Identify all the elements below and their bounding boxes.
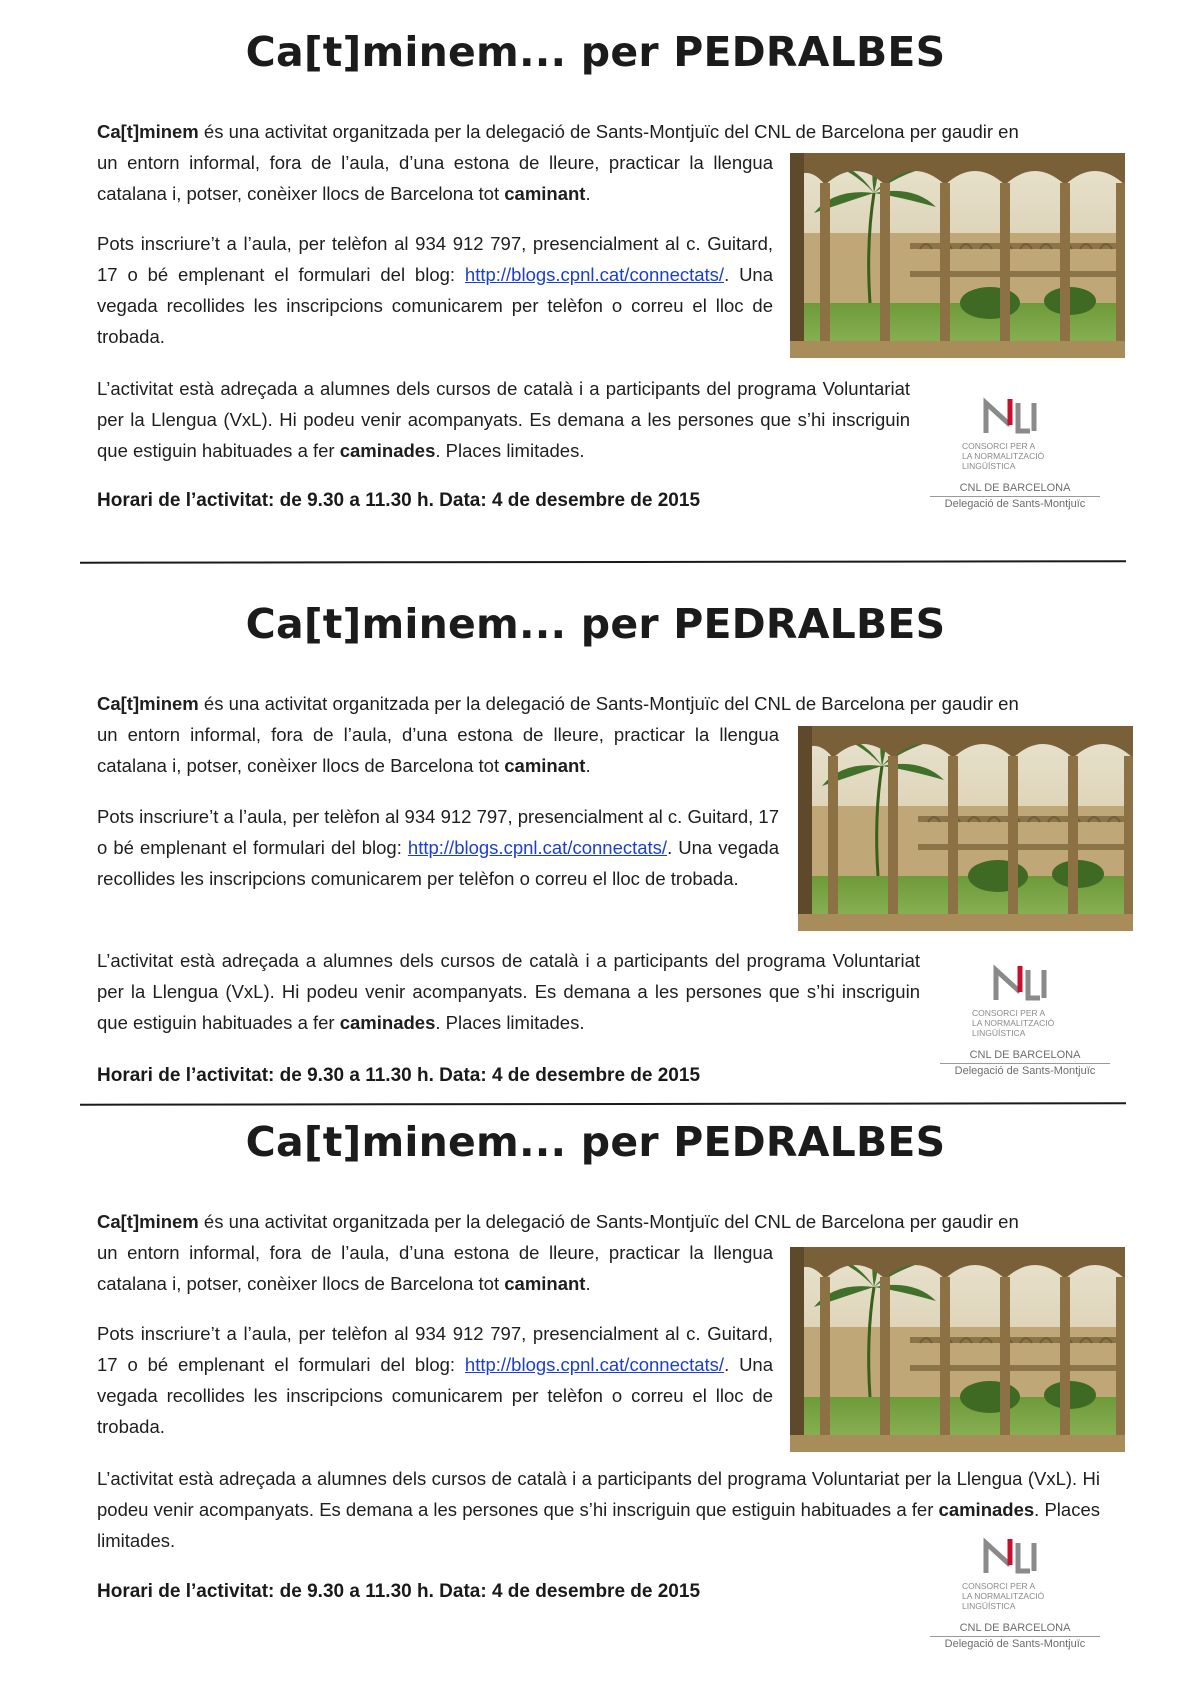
audience-text: L’activitat està adreçada a alumnes dels cursos de català i a participants del programa Voluntariat per la Llengua (VxL). Hi podeu venir acompanyats. Es demana a les persones que s’hi inscriguin que estiguin habituades a fer: [97, 1468, 1100, 1520]
flyer-title: Ca[t]minem... per PEDRALBES: [245, 28, 946, 76]
audience-text: L’activitat està adreçada a alumnes dels cursos de català i a participants del programa Voluntariat per la Llengua (VxL). Hi podeu venir acompanyats. Es demana a les persones que s’hi inscriguin que estiguin habituades a fer: [97, 378, 910, 461]
schedule-line: Horari de l’activitat: de 9.30 a 11.30 h. Data: 4 de desembre de 2015: [97, 490, 701, 511]
intro-text-line1: és una activitat organitzada per la delegació de Sants-Montjuïc del CNL de Barcelona per gaudir en: [198, 1211, 1019, 1232]
audience-end: . Places limitades.: [97, 1499, 1100, 1551]
intro-text-rest: un entorn informal, fora de l’aula, d’una estona de lleure, practicar la llengua catalana i, potser, conèixer llocs de Barcelona tot: [97, 724, 779, 776]
brand-name: Ca[t]minem: [97, 121, 199, 142]
flyer-title: Ca[t]minem... per PEDRALBES: [245, 1118, 946, 1166]
logo-name: CNL DE BARCELONA: [959, 1622, 1071, 1634]
brand-name: Ca[t]minem: [97, 693, 199, 714]
cloister-photo-svg: [790, 1247, 1125, 1452]
cnl-logo-mark: [980, 1535, 1050, 1577]
logo-line1: CONSORCI PER A: [962, 441, 1036, 451]
signup-end: . Una vegada recollides les inscripcions comunicarem per telèfon o correu el lloc de trobada.: [97, 837, 779, 889]
intro-end: .: [585, 755, 591, 776]
flyer-title: Ca[t]minem... per PEDRALBES: [245, 600, 946, 648]
blog-link[interactable]: http://blogs.cpnl.cat/connectats/: [464, 1354, 725, 1375]
intro-bold-end: caminant: [504, 755, 586, 776]
logo-name: CNL DE BARCELONA: [969, 1049, 1081, 1061]
schedule-line: Horari de l’activitat: de 9.30 a 11.30 h. Data: 4 de desembre de 2015: [97, 1065, 701, 1086]
logo-rule: [930, 1636, 1100, 1637]
blog-link[interactable]: http://blogs.cpnl.cat/connectats/: [407, 837, 668, 858]
intro-paragraph: [97, 1237, 773, 1299]
signup-text: Pots inscriure’t a l’aula, per telèfon al 934 912 797, presencialment al c. Guitard, 17 o bé emplenant el formulari del blog:: [97, 233, 773, 285]
audience-end: . Places limitades.: [435, 1012, 585, 1033]
cloister-photo: [790, 1247, 1125, 1452]
audience-end: . Places limitades.: [435, 440, 585, 461]
logo-sub: Delegació de Sants-Montjuïc: [954, 1065, 1096, 1077]
brand-name: Ca[t]minem: [97, 1211, 199, 1232]
signup-end: . Una vegada recollides les inscripcions comunicarem per telèfon o correu el lloc de trobada.: [97, 1354, 774, 1437]
signup-end: . Una vegada recollides les inscripcions comunicarem per telèfon o correu el lloc de trobada.: [97, 264, 774, 347]
intro-text-line1: és una activitat organitzada per la delegació de Sants-Montjuïc del CNL de Barcelona per gaudir en: [198, 121, 1019, 142]
signup-text: Pots inscriure’t a l’aula, per telèfon al 934 912 797, presencialment al c. Guitard, 17 o bé emplenant el formulari del blog:: [97, 1323, 773, 1375]
intro-text-line1: és una activitat organitzada per la delegació de Sants-Montjuïc del CNL de Barcelona per gaudir en: [198, 693, 1019, 714]
signup-text: Pots inscriure’t a l’aula, per telèfon al 934 912 797, presencialment al c. Guitard, 17 o bé emplenant el formulari del blog:: [97, 806, 779, 858]
intro-bold-end: caminant: [504, 183, 586, 204]
logo-line3: LINGÜÍSTICA: [972, 1028, 1026, 1038]
schedule-line: Horari de l’activitat: de 9.30 a 11.30 h. Data: 4 de desembre de 2015: [97, 1581, 701, 1602]
intro-text-rest: un entorn informal, fora de l’aula, d’una estona de lleure, practicar la llengua catalana i, potser, conèixer llocs de Barcelona tot: [97, 152, 773, 204]
intro-text-rest: un entorn informal, fora de l’aula, d’una estona de lleure, practicar la llengua catalana i, potser, conèixer llocs de Barcelona tot: [97, 1242, 773, 1294]
intro-end: .: [585, 1273, 591, 1294]
logo-line1: CONSORCI PER A: [972, 1008, 1046, 1018]
logo-sub: Delegació de Sants-Montjuïc: [944, 498, 1086, 510]
logo-line3: LINGÜÍSTICA: [962, 1601, 1016, 1611]
blog-link[interactable]: http://blogs.cpnl.cat/connectats/: [464, 264, 725, 285]
logo-line2: LA NORMALITZACIÓ: [962, 1591, 1045, 1601]
logo-line1: CONSORCI PER A: [962, 1581, 1036, 1591]
logo-line2: LA NORMALITZACIÓ: [962, 451, 1045, 461]
audience-bold: caminades: [339, 1012, 436, 1033]
logo-line2: LA NORMALITZACIÓ: [972, 1018, 1055, 1028]
intro-bold-end: caminant: [504, 1273, 586, 1294]
signup-paragraph: [97, 1318, 773, 1442]
logo-name: CNL DE BARCELONA: [959, 482, 1071, 494]
cnl-logo: [930, 1535, 1100, 1655]
intro-first-line: [97, 1206, 1100, 1237]
logo-sub: Delegació de Sants-Montjuïc: [944, 1638, 1086, 1650]
logo-org-lines: [962, 1581, 1072, 1611]
audience-bold: caminades: [339, 440, 436, 461]
audience-bold: caminades: [938, 1499, 1035, 1520]
intro-end: .: [585, 183, 591, 204]
logo-line3: LINGÜÍSTICA: [962, 461, 1016, 471]
audience-text: L’activitat està adreçada a alumnes dels cursos de català i a participants del programa Voluntariat per la Llengua (VxL). Hi podeu venir acompanyats. Es demana a les persones que s’hi inscriguin que estiguin habituades a fer: [97, 950, 920, 1033]
